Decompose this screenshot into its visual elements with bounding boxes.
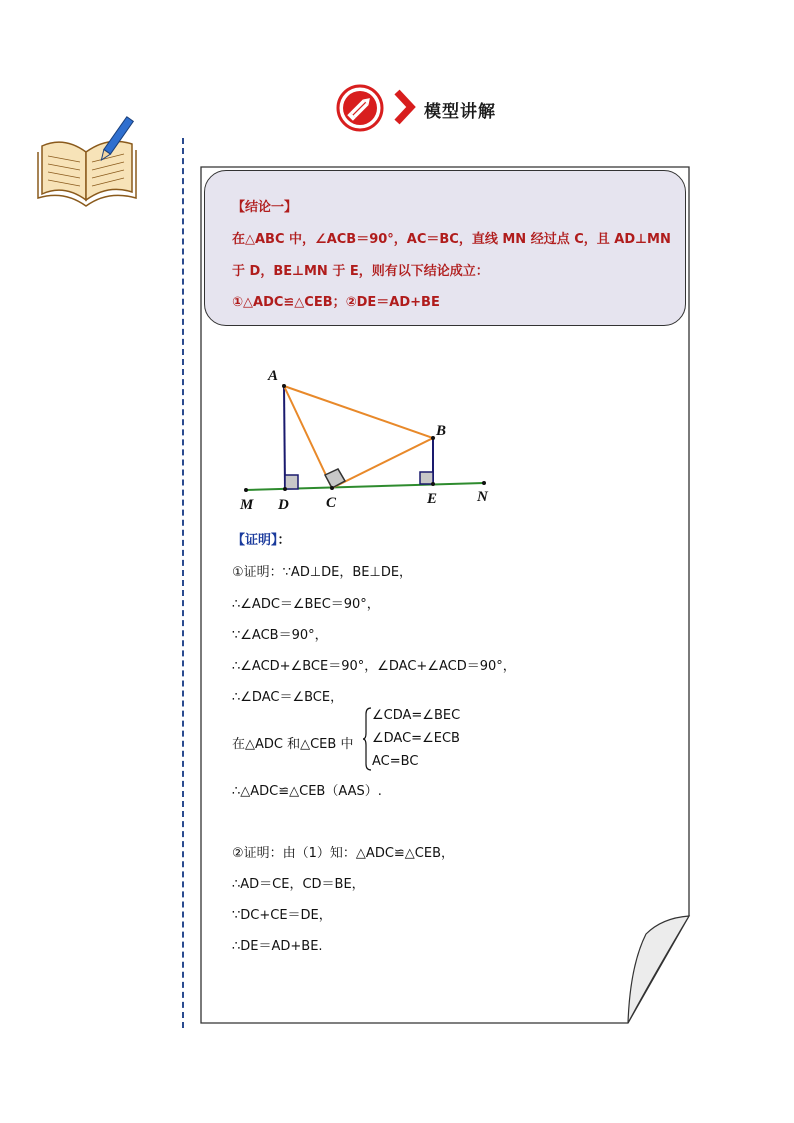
- brace-prefix: 在△ADC 和△CEB 中: [232, 737, 354, 752]
- proof-line-5: ∴∠DAC＝∠BCE，: [232, 690, 344, 705]
- pencil-circle-icon: [336, 84, 384, 132]
- proof-line-2: ∴∠ADC＝∠BEC＝90°，: [232, 597, 380, 612]
- label-a: A: [268, 368, 279, 384]
- right-angle-e: [420, 472, 433, 484]
- left-brace-icon: [362, 706, 372, 772]
- section-title: 模型讲解: [424, 102, 496, 122]
- segment-ad: [284, 386, 285, 489]
- right-angle-c: [325, 469, 345, 488]
- proof-part2-line-4: ∴DE＝AD+BE.: [232, 939, 323, 954]
- congruence-conditions: [232, 706, 492, 772]
- open-book-pen-icon: [34, 112, 140, 208]
- proof-line-1: ①证明：∵AD⊥DE，BE⊥DE，: [232, 565, 413, 580]
- proof-part2-line-1: ②证明：由（1）知：△ADC≌△CEB，: [232, 846, 455, 861]
- label-c: C: [326, 495, 337, 511]
- proof-heading-label: 【证明】: [232, 533, 278, 548]
- label-e: E: [427, 491, 438, 507]
- triangle-abc: [284, 386, 433, 488]
- conclusion-line-2: 于 D，BE⊥MN 于 E，则有以下结论成立：: [232, 264, 489, 279]
- condition-1: ∠CDA=∠BEC: [372, 708, 461, 723]
- condition-2: ∠DAC=∠ECB: [372, 731, 460, 746]
- label-n: N: [477, 489, 488, 505]
- proof-line-4: ∴∠ACD+∠BCE＝90°，∠DAC+∠ACD＝90°，: [232, 659, 516, 674]
- margin-divider: [182, 138, 184, 1028]
- line-mn: [246, 483, 484, 490]
- proof-heading-colon: ：: [277, 533, 291, 548]
- conclusion-heading: 【结论一】: [232, 200, 298, 215]
- conclusion-line-1: 在△ABC 中，∠ACB＝90°，AC＝BC，直线 MN 经过点 C，且 AD⊥MN: [232, 232, 671, 247]
- label-m: M: [240, 497, 254, 513]
- proof-line-3: ∵∠ACB＝90°，: [232, 628, 328, 643]
- right-angle-d: [285, 475, 298, 489]
- condition-3: AC=BC: [372, 754, 419, 769]
- proof-conclusion-line: ∴△ADC≌△CEB（AAS）.: [232, 784, 382, 799]
- geometry-diagram: [232, 362, 512, 522]
- label-d: D: [278, 497, 289, 513]
- proof-part2-line-3: ∵DC+CE＝DE，: [232, 908, 332, 923]
- label-b: B: [436, 423, 447, 439]
- proof-part2-line-2: ∴AD＝CE，CD＝BE，: [232, 877, 365, 892]
- conclusion-line-3: ①△ADC≌△CEB；②DE＝AD+BE: [232, 295, 440, 310]
- chevron-right-icon: [392, 88, 418, 126]
- proof-heading: [232, 529, 291, 548]
